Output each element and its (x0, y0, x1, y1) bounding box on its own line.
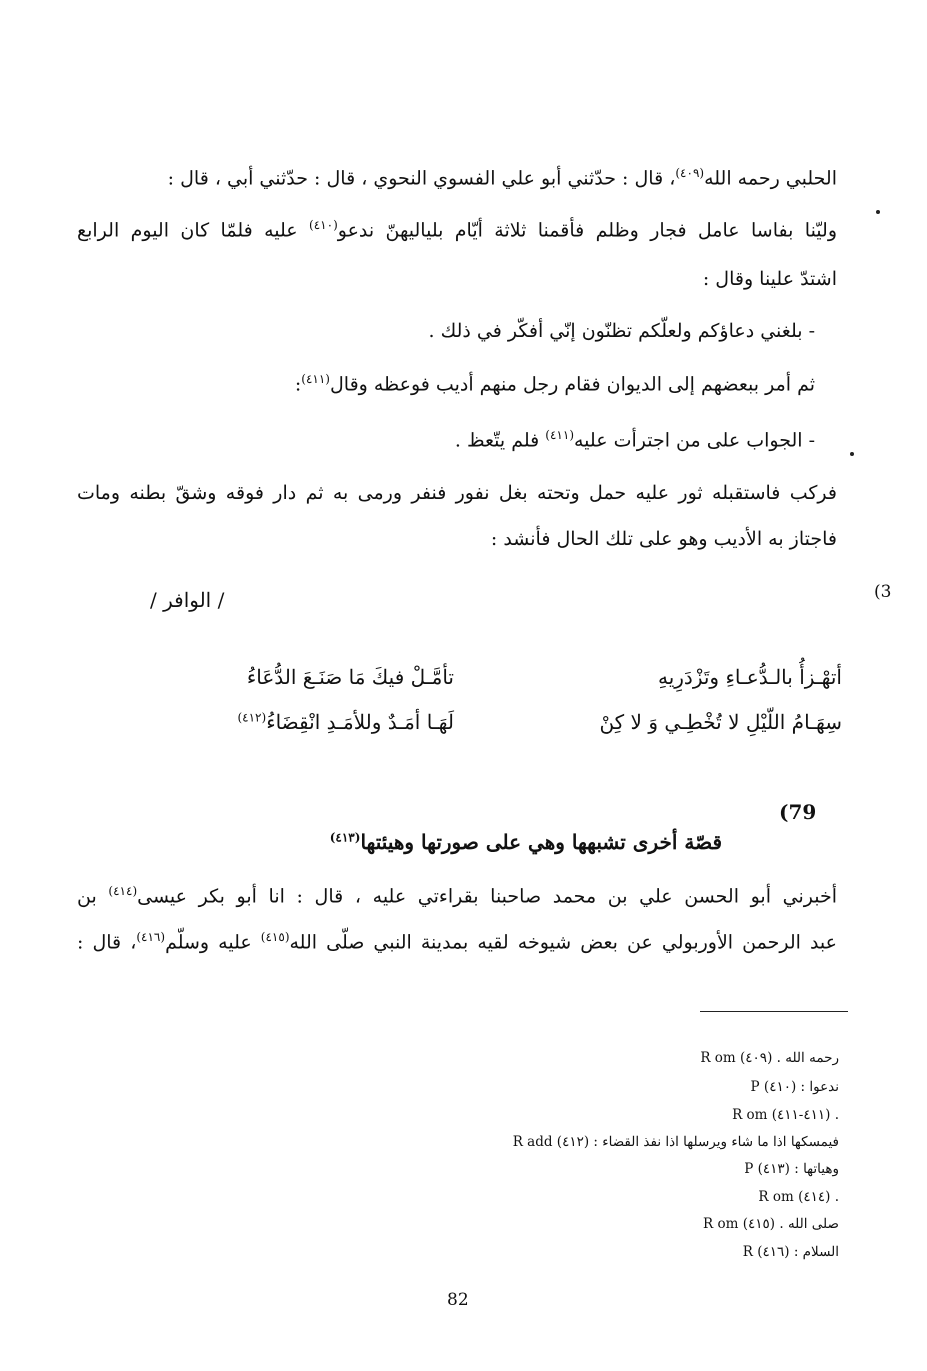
footnote-ref: (٤١٤) (108, 884, 138, 898)
body-line-1 (168, 166, 837, 190)
body-line-5 (77, 482, 837, 505)
footnote-ref: (٤١٣) (329, 830, 361, 845)
footnote-ref: (٤١١) (301, 372, 330, 386)
verse-1-second-hemistich: تأمَّـلْ فيكَ مَا صَنَـعَ الدُّعَاءُ (246, 665, 454, 689)
footnote-siglum: R add (512, 1134, 553, 1150)
footnote-siglum: R om (703, 1216, 739, 1232)
text-segment: ، قال : حدّثني أبو علي الفسوي النحوي ، قال : حدّثني أبي ، قال : (167, 167, 676, 190)
footnote-number: (٤١٦) (757, 1244, 790, 1260)
footnote-number: (٤٠٩) (740, 1050, 773, 1066)
footnote (744, 1161, 839, 1177)
footnote-ref: (٤١٦) (136, 930, 166, 944)
footnote-separator (700, 1011, 848, 1012)
text-segment: لَهَـا أمَـدٌ وللأمَـدِ انْقِضَاءُ (266, 710, 454, 734)
footnote-text: صلى الله . (779, 1216, 839, 1232)
footnote-number: (٤١٢) (556, 1134, 590, 1150)
footnote-ref: (٤١٥) (260, 930, 290, 944)
verse-2-first-hemistich (599, 710, 842, 734)
verse-2-second-hemistich (237, 710, 454, 734)
margin-dot (850, 452, 854, 456)
footnote-number: (٤١٥) (742, 1216, 776, 1232)
footnote-text: . (834, 1189, 839, 1205)
section-heading (330, 830, 722, 854)
footnote-number: (٤١٠) (763, 1079, 797, 1095)
text-segment: الحلبي رحمه الله (704, 167, 837, 190)
body-line-3 (703, 268, 837, 291)
text-segment: عليه فلمّا كان اليوم الرابع (77, 219, 298, 242)
text-segment: عبد الرحمن الأوربولي عن بعض شيوخه لقيه بمدينة النبي صلّى الله (289, 931, 837, 954)
footnote-siglum: R om (758, 1189, 794, 1205)
text-segment: أخبرني أبو الحسن علي بن محمد صاحبنا بقراءتي عليه ، قال : انا أبو بكر عيسى (137, 885, 837, 908)
text-segment: قصّة أخرى تشبهها وهي على صورتها وهيئتها (360, 830, 722, 854)
footnote-text: رحمه الله . (776, 1050, 839, 1066)
footnote (513, 1134, 839, 1150)
footnote-siglum: P (744, 1161, 754, 1177)
footnote-ref: (٤١١) (545, 428, 574, 442)
margin-dot (876, 210, 880, 214)
page-number: 82 (447, 1290, 469, 1310)
body-line-8 (77, 930, 837, 954)
body-line-6 (491, 528, 837, 551)
verse-1-first-hemistich: أتهْـزأُ بالـدُّعـاءِ وتَزْدَرِيهِ (657, 665, 842, 689)
footnote (703, 1216, 839, 1232)
text-segment: فركب فاستقبله ثور عليه حمل وتحته بغل نفور فنفر ورمى به ثم دار فوقه وشقّ بطنه ومات (77, 482, 837, 504)
quote-line-2 (455, 428, 815, 452)
footnote-siglum: R om (700, 1050, 736, 1066)
text-segment: عليه وسلّم (165, 931, 252, 954)
text-segment: - الجواب على من اجترأت عليه (574, 429, 815, 452)
footnote-number: (٤١٤) (798, 1189, 831, 1205)
text-segment: فلم يتّعظ . (454, 429, 540, 452)
section-number: (79 (779, 800, 817, 824)
footnote-number: (٤١٣) (757, 1161, 790, 1177)
quote-line-1 (429, 320, 815, 343)
footnote (751, 1079, 839, 1095)
text-segment: - بلغني دعاؤكم ولعلّكم تظنّون إنّي أفكّر في ذلك . (428, 320, 815, 342)
footnote (758, 1189, 839, 1205)
footnote-siglum: P (750, 1079, 760, 1095)
footnote (732, 1107, 839, 1123)
footnote-text: . (834, 1107, 839, 1123)
poem-meter: / الوافر / (150, 588, 225, 612)
margin-number: (3 (874, 582, 892, 602)
footnote-siglum: R om (732, 1107, 768, 1123)
text-segment: فاجتاز به الأديب وهو على تلك الحال فأنشد : (490, 528, 837, 550)
footnote (700, 1050, 839, 1066)
footnote-number: (٤١١-٤١١) (771, 1107, 831, 1123)
body-line-7 (77, 884, 837, 908)
text-segment: وليّنا بفاسا عامل فجار وظلم فأقمنا ثلاثة أيّام بلياليهنّ ندعو (337, 219, 838, 242)
text-segment: : (294, 373, 302, 396)
text-segment: بن (77, 885, 97, 908)
footnote-ref: (٤١٢) (237, 710, 267, 725)
footnote-ref: (٤١٠) (309, 218, 338, 232)
body-line-2 (77, 218, 837, 242)
text-segment: ، قال : (77, 931, 137, 954)
body-line-4 (295, 372, 815, 396)
footnote-text: وهياتها : (794, 1161, 839, 1177)
text-segment: سِهَـامُ اللّيْلِ لا تُخْطِـي وَ لا كِنْ (599, 710, 842, 734)
footnote-text: ندعوا : (800, 1079, 839, 1095)
footnote-ref: (٤٠٩) (675, 166, 705, 180)
text-segment: ثم أمر ببعضهم إلى الديوان فقام رجل منهم أديب فوعظه وقال (329, 373, 815, 396)
footnote-text: السلام : (793, 1244, 839, 1260)
footnote-text: فيمسكها اذا ما شاء ويرسلها اذا نفذ القضاء : (593, 1134, 839, 1150)
footnote (743, 1244, 839, 1260)
footnote-siglum: R (742, 1244, 753, 1260)
text-segment: اشتدّ علينا وقال : (702, 268, 837, 290)
